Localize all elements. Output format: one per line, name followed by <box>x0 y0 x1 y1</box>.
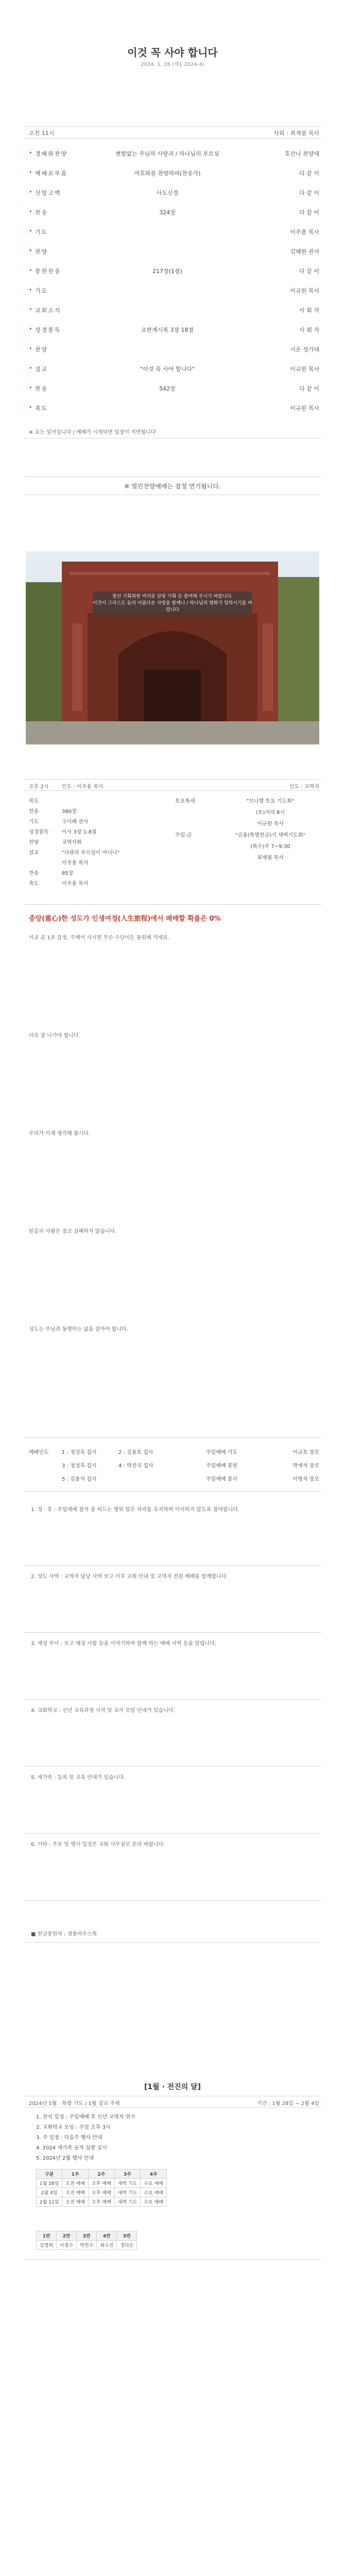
afternoon-value: "나와의 부르심이 아니니" <box>62 850 120 856</box>
order-person: 다 같 이 <box>299 209 319 216</box>
meeting-label: 주일-금 <box>175 833 192 838</box>
schedule-table-wrap <box>36 2169 167 2207</box>
order-content: 217장(1절) <box>152 268 182 275</box>
table-cell: 수요 예배 <box>141 2179 167 2188</box>
divider <box>24 2107 321 2108</box>
schedule-item: 1. 찬식 일정 : 주일예배 후 신년 교역자 연수 <box>36 2114 135 2120</box>
meeting-label: 토요특새 <box>175 799 195 804</box>
table-header-cell: 4주 <box>141 2170 167 2179</box>
divider <box>24 790 321 791</box>
service-time: 오전 11시 <box>29 130 55 137</box>
duty-d: 주일예배 봉헌 <box>206 1463 238 1469</box>
table-row <box>37 2188 167 2197</box>
notice-item: 4. 교회학교 : 신년 교육과정 시작 및 교사 모임 안내가 있습니다. <box>31 1708 175 1714</box>
table-cell: 정다은 <box>117 2241 137 2250</box>
afternoon-item: 축도 <box>29 881 39 887</box>
notice-item: 2. 성도 사역 : 교역자 담당 사역 보고 이후 교회 안내 및 교역자 전원 예배를 함께합니다. <box>31 1574 228 1580</box>
duty-e: 이규호 장로 <box>292 1450 319 1455</box>
order-item: 신앙고백 <box>35 190 61 196</box>
divider <box>24 138 321 139</box>
order-person: 다 같 이 <box>299 170 319 177</box>
afternoon-item: 기도 <box>29 819 39 825</box>
schedule-item: 5. 2024년 2월 행사 안내 <box>36 2156 94 2161</box>
article-headline: 중앙(重心)한 성도가 인생여정(人生旅程)에서 패배할 확률은 0% <box>29 915 221 923</box>
afternoon-right-leader: 인도 : 교역자 <box>289 784 319 790</box>
photo-caption: 창신 기획위원 여러분 담당 기획 등 참여해 주시기 바랍니다. 이것이 그리스도 들의 아름다운 사랑을 함께나 / 하나님의 평화가 임하시기를 바랍니다 <box>93 591 252 615</box>
order-item: 찬양 <box>35 346 48 353</box>
divider <box>24 1942 321 1943</box>
order-person: 사 회 자 <box>299 327 319 333</box>
afternoon-item: 설교 <box>29 850 39 856</box>
duty-c: 2 : 김용호 집사 <box>118 1450 153 1455</box>
order-content: "이것 꼭 사야 합니다" <box>140 366 195 372</box>
order-item: 찬송 <box>35 209 48 216</box>
table-cell: 박민수 <box>77 2241 97 2250</box>
order-person: 이규원 목사 <box>290 287 319 294</box>
afternoon-value: 이주용 목사 <box>62 860 89 866</box>
notice-item: 3. 재정 부서 : 보고 예정 사항 등을 이야기하며 함께 하는 예배 사역 등을 알립니다. <box>31 1641 217 1647</box>
meeting-value: (특수)주 7~9:30 <box>250 844 290 850</box>
page-title: 이것 꼭 사야 합니다 <box>127 46 218 59</box>
notices-final: ■ 헌금봉헌자 : 정통마우스톡 <box>31 1931 97 1937</box>
divider <box>24 1437 321 1438</box>
afternoon-leader: 인도 : 이주용 목사 <box>62 784 104 790</box>
afternoon-item: 찬송 <box>29 809 39 815</box>
order-bullet: • <box>29 247 32 254</box>
table-cell: 2월 4일 <box>37 2188 62 2197</box>
order-bullet: • <box>29 404 32 411</box>
duty-c: 4 : 박진국 집사 <box>118 1463 153 1469</box>
table-row <box>37 2197 167 2207</box>
table-header-cell: 구분 <box>37 2170 62 2179</box>
order-item: 경배와찬양 <box>35 150 68 157</box>
table-header-row <box>37 2231 137 2241</box>
afternoon-value: 교역자회 <box>62 840 82 845</box>
table-cell: 오전 예배 <box>62 2197 89 2207</box>
table-row <box>37 2241 137 2250</box>
church-photo <box>26 551 319 744</box>
divider <box>24 126 321 127</box>
order-item: 축도 <box>35 405 48 412</box>
order-item: 찬송 <box>35 385 48 392</box>
duty-e: 박재석 장로 <box>292 1463 319 1469</box>
table-cell: 이철수 <box>57 2241 77 2250</box>
group-table-wrap <box>36 2231 137 2250</box>
order-person: 다 같 이 <box>299 268 319 275</box>
table-cell: 1월 28일 <box>37 2179 62 2188</box>
notice-item: 1. 정 · 휴 : 주일예배 참석 중 떠드는 행위 앉은 자리를 유지하며 이석하지 않도록 참여합니다. <box>31 1507 240 1513</box>
schedule-table <box>36 2169 167 2207</box>
divider <box>24 1699 321 1700</box>
afternoon-time: 오후 2시 <box>29 784 49 790</box>
afternoon-value: 이사 3장 1-8절 <box>62 829 97 835</box>
order-person: 이주용 목사 <box>290 229 319 235</box>
order-bullet: • <box>29 326 32 332</box>
schedule-subtitle: 특별 기도 / 1월 설교 주제 <box>62 2101 120 2107</box>
order-bullet: • <box>29 228 32 234</box>
order-bullet: • <box>29 365 32 371</box>
order-person: 김혜원 권사 <box>290 248 319 255</box>
schedule-item: 3. 주 일정 : 다음주 행사 안내 <box>36 2135 102 2141</box>
table-header-cell: 1반 <box>37 2231 57 2241</box>
table-cell: 오전 예배 <box>62 2188 89 2197</box>
divider <box>24 2259 321 2260</box>
table-header-cell: 3반 <box>77 2231 97 2241</box>
order-content: 542장 <box>159 385 176 392</box>
article-paragraph: 더욱 잘 나가야 합니다. <box>29 1033 80 1039</box>
table-row <box>37 2179 167 2188</box>
meeting-value: 최재필 목사 <box>257 855 284 861</box>
bulletin-date: 2024. 1. 28 (제1 2024-4) <box>141 62 204 67</box>
afternoon-value: 이주용 목사 <box>62 881 89 887</box>
afternoon-item: 찬송 <box>29 871 39 876</box>
article-paragraph: 우리가 이제 생각해 봅시다. <box>29 1131 90 1137</box>
divider <box>24 1632 321 1633</box>
article-paragraph: 성도는 주님과 동행하는 삶을 살아야 합니다. <box>29 1327 128 1332</box>
meeting-value: "금융(특별헌금)기 새벽기도회" <box>235 833 306 838</box>
article-paragraph: 믿음의 사람은 결코 실패하지 않습니다. <box>29 1229 117 1234</box>
duty-d: 주일예배 봉사 <box>206 1477 238 1482</box>
order-item: 기도 <box>35 287 48 294</box>
divider <box>24 1833 321 1834</box>
duty-label: 예배인도 <box>29 1450 49 1455</box>
order-bullet: • <box>29 384 32 391</box>
order-person: 이규원 목사 <box>290 405 319 412</box>
table-header-cell: 2반 <box>57 2231 77 2241</box>
afternoon-item: 묵도 <box>29 799 39 804</box>
order-bullet: • <box>29 345 32 352</box>
schedule-meta-right: 기간 : 1월 28일 ~ 2월 4일 <box>257 2101 319 2107</box>
order-content: 사도신경 <box>156 190 179 196</box>
table-cell: 오전 예배 <box>62 2179 89 2188</box>
order-item: 교회소식 <box>35 307 61 314</box>
afternoon-item: 성경봉독 <box>29 829 49 835</box>
table-cell: 최수진 <box>97 2241 117 2250</box>
order-bullet: • <box>29 267 32 274</box>
order-item: 성경봉독 <box>35 327 61 333</box>
meeting-value: (토)저녁 8시 <box>256 810 285 816</box>
order-person: 호산나 찬양대 <box>284 150 319 157</box>
meeting-value: "브니엘 토요 기도회" <box>246 799 295 804</box>
church-building-image <box>26 551 319 744</box>
duty-e: 이병석 장로 <box>292 1477 319 1482</box>
order-item: 설교 <box>35 366 48 372</box>
table-cell: 오후 예배 <box>89 2188 115 2197</box>
notice-banner: ※ 열린찬양예배는 잠정 연기됩니다. <box>124 483 221 490</box>
table-cell: 오후 예배 <box>89 2197 115 2207</box>
order-item: 예배로부름 <box>35 170 68 177</box>
table-cell: 새벽 기도 <box>114 2188 141 2197</box>
schedule-item: 2. 교회학교 모임 : 주일 오후 3시 <box>36 2125 111 2130</box>
order-item: 기도 <box>35 229 48 235</box>
table-cell: 새벽 기도 <box>114 2197 141 2207</box>
divider <box>24 1900 321 1901</box>
table-header-cell: 2주 <box>89 2170 115 2179</box>
order-person: 이규원 목사 <box>290 366 319 372</box>
table-header-cell: 5반 <box>117 2231 137 2241</box>
order-content: 변함없는 주님의 사랑과 / 하나님의 부르심 <box>115 150 219 157</box>
order-bullet: • <box>29 189 32 195</box>
meeting-value: 이규원 목사 <box>257 821 284 827</box>
order-bullet: • <box>29 286 32 293</box>
order-item: 봉헌찬송 <box>35 268 61 275</box>
order-bullet: • <box>29 169 32 176</box>
order-bullet: • <box>29 306 32 313</box>
duty-b: 1 : 정성욱 집사 <box>62 1450 97 1455</box>
notice-item: 6. 기타 : 주보 및 행사 일정은 교회 사무실로 문의 바랍니다. <box>31 1842 165 1848</box>
order-person: 사 회 자 <box>299 307 319 314</box>
divider <box>24 1565 321 1566</box>
table-header-cell: 3주 <box>114 2170 141 2179</box>
afternoon-value: 구이례 권사 <box>62 819 89 825</box>
service-leader: 사회 : 최재필 목사 <box>273 130 319 137</box>
article-paragraph: 이곳 곧 1초 감정, 주께서 사시면 무슨 수단이든 동원해 가세요. <box>29 935 170 941</box>
afternoon-value: 85장 <box>62 871 74 876</box>
table-header-cell: 1주 <box>62 2170 89 2179</box>
order-person: 시온 성가대 <box>290 346 319 353</box>
order-content: 요한계시록 3장 18절 <box>141 327 194 333</box>
divider <box>24 904 321 905</box>
table-header-cell: 4반 <box>97 2231 117 2241</box>
group-table <box>36 2231 137 2250</box>
divider <box>24 1766 321 1767</box>
service-note: ※ 표는 일어섭니다 / 예배가 시작되면 입장이 지연됩니다 <box>29 430 156 435</box>
order-bullet: • <box>29 208 32 215</box>
duty-b: 5 : 김용석 집사 <box>62 1477 97 1482</box>
afternoon-value: 380장 <box>62 809 77 815</box>
order-content: 324장 <box>159 209 176 216</box>
notice-item: 5. 새가족 : 등록 및 교육 안내가 있습니다. <box>31 1775 126 1781</box>
afternoon-item: 찬양 <box>29 840 39 845</box>
table-cell: 오후 예배 <box>89 2179 115 2188</box>
table-cell: 김영희 <box>37 2241 57 2250</box>
schedule-title: [1월 · 전진의 달] <box>144 2083 201 2091</box>
table-cell: 새벽 기도 <box>114 2179 141 2188</box>
table-cell: 2월 11일 <box>37 2197 62 2207</box>
duty-b: 3 : 정성욱 집사 <box>62 1463 97 1469</box>
duty-d: 주일예배 기도 <box>206 1450 238 1455</box>
table-cell: 수요 예배 <box>141 2197 167 2207</box>
order-bullet: • <box>29 149 32 156</box>
order-item: 찬양 <box>35 248 48 255</box>
schedule-item: 4. 2024 새가족 공적 심방 실시 <box>36 2145 107 2151</box>
table-cell: 수요 예배 <box>141 2188 167 2197</box>
schedule-meta-left: 2024년 1월 <box>29 2101 57 2107</box>
order-person: 다 같 이 <box>299 190 319 196</box>
table-header-row <box>37 2170 167 2179</box>
order-person: 다 같 이 <box>299 385 319 392</box>
order-content: 여호와를 찬양하며(찬송가) <box>134 170 201 177</box>
